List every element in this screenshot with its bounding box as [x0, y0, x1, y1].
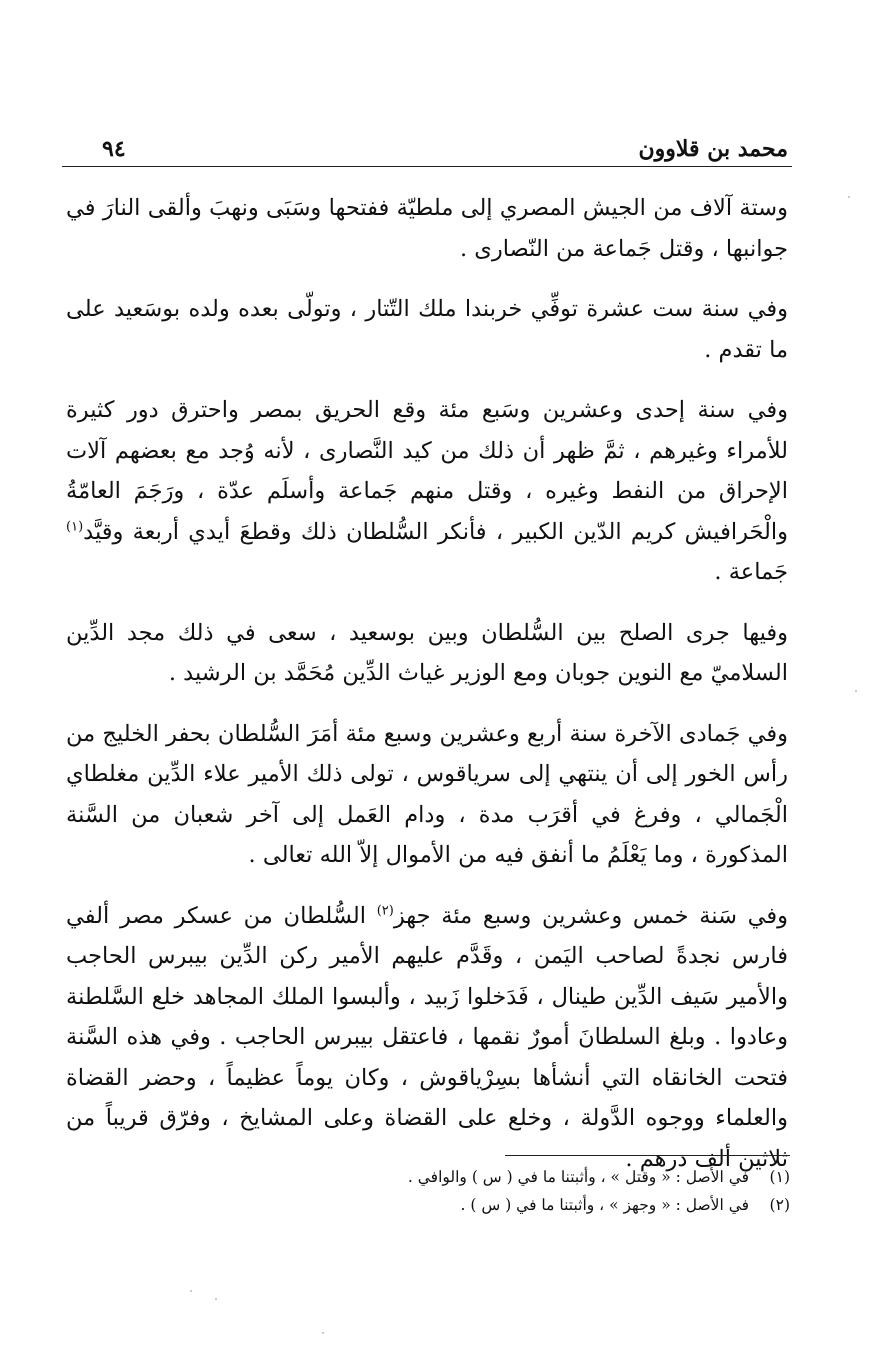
- footnote-text: في الأصل : « وقتل » ، وأثبتنا ما في ( س ) والوافي .: [407, 1168, 750, 1186]
- footnote-reference: (١): [66, 519, 84, 534]
- footnote-reference: (٢): [376, 903, 394, 918]
- paragraph-2: [66, 289, 788, 370]
- scan-speck: [322, 1332, 324, 1334]
- paragraph-text: وفي سنة إحدى وعشرين وسَبع مئة وقع الحريق بمصر واحترق دور كثيرة للأمراء وغيرهم ، ثمَّ ظهر أن ذلك من كيد النَّصارى ، لأنه وُجد مع بعضهم آلات الإحراق من النفط وغيره ، وقتل منهم جَماعة وأسلَم عدّة ، ورَجَمَ العامّةُ والْحَرافيش كريم الدّين الكبير ، فأنكر السُّلطان ذلك وقطعَ أيدي أربعة وقيَّد: [66, 397, 788, 545]
- paragraph-text: وفي جَمادى الآخرة سنة أربع وعشرين وسبع مئة أمَرَ السُّلطان بحفر الخليج من رأس الخور إلى أن ينتهي إلى سرياقوس ، تولى ذلك الأمير علاء الدِّين مغلطاي الْجَمالي ، وفرغ في أقرَب مدة ، ودام العَمل إلى آخر شعبان من السَّنة المذكورة ، وما يَعْلَمُ ما أنفق فيه من الأموال إلاّ الله تعالى .: [66, 720, 788, 868]
- scan-speck: [855, 690, 857, 692]
- running-title: محمد بن قلاوون: [638, 136, 788, 162]
- paragraph-text: وفي سنة ست عشرة توفِّي خربندا ملك التّتار ، وتولّى بعده ولده بوسَعيد على ما تقدم .: [66, 296, 788, 363]
- paragraph-text: السُّلطان من عسكر مصر ألفي فارس نجدةً لصاحب اليَمن ، وقَدَّم عليهم الأمير ركن الدِّين بيبرس الحاجب والأمير سَيف الدِّين طينال ، فَدَخلوا زَبيد ، وألبسوا الملك المجاهد خلع السَّلطنة وعادوا . وبلغ السلطانَ أمورٌ نقمها ، فاعتقل بيبرس الحاجب . وفي هذه السَّنة فتحت الخانقاه التي أنشأها بسِرْياقوش ، وكان يوماً عظيماً ، وحضر القضاة والعلماء ووجوه الدَّولة ، وخلع على القضاة وعلى المشايخ ، وفرّق قريباً من ثلاثين ألف درهم .: [66, 902, 788, 1172]
- footnote-number: (١): [769, 1168, 790, 1186]
- scan-speck: [215, 1298, 217, 1300]
- body-text: [66, 188, 788, 1199]
- footnote-text: في الأصل : « وجهز » ، وأثبتنا ما في ( س ) .: [460, 1196, 750, 1214]
- footnote-rule: [505, 1155, 790, 1156]
- page-number: ٩٤: [102, 136, 126, 162]
- paragraph-text: وستة آلاف من الجيش المصري إلى ملطيّة ففتحها وسَبَى ونهبَ وألقى النارَ في جوانبها ، وقتل جَماعة من النّصارى .: [66, 195, 788, 262]
- scan-speck: [190, 1290, 192, 1292]
- page-header: [62, 134, 790, 164]
- paragraph-6: [66, 896, 788, 1180]
- paragraph-1: [66, 188, 788, 269]
- paragraph-5: [66, 714, 788, 876]
- scan-speck: [848, 196, 850, 198]
- paragraph-3: [66, 390, 788, 593]
- paragraph-text: وفي سَنة خمس وعشرين وسبع مئة جهز: [393, 902, 789, 929]
- footnote-1: [200, 1163, 790, 1191]
- header-rule: [62, 166, 792, 167]
- paragraph-4: [66, 613, 788, 694]
- footnote-number: (٢): [769, 1196, 790, 1214]
- paragraph-text: وفيها جرى الصلح بين السُّلطان وبين بوسعيد ، سعى في ذلك مجد الدِّين السلاميّ مع النوين جوبان ومع الوزير غياث الدِّين مُحَمَّد بن الرشيد .: [66, 619, 788, 686]
- paragraph-text: جَماعة .: [714, 559, 788, 585]
- footnotes: [200, 1163, 790, 1219]
- footnote-2: [200, 1191, 790, 1219]
